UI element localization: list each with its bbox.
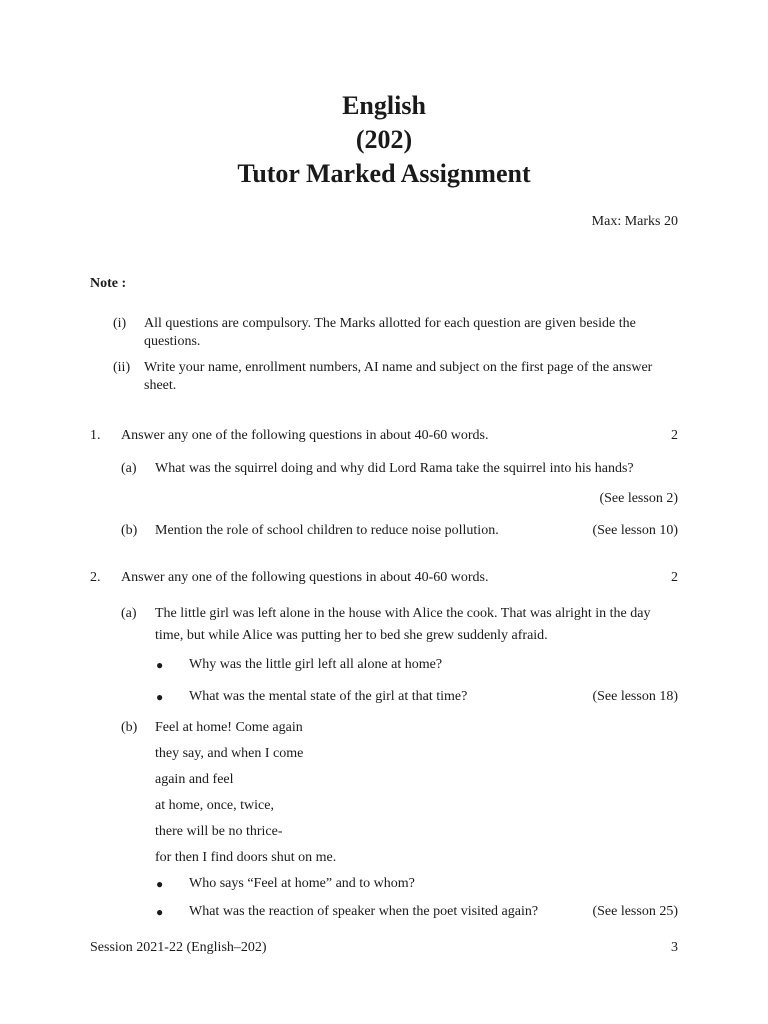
- option-label: (a): [121, 461, 137, 476]
- bullet-icon: ●: [156, 877, 164, 891]
- poem-line: there will be no thrice-: [155, 824, 283, 839]
- lesson-reference: (See lesson 25): [592, 904, 678, 919]
- lesson-reference: (See lesson 2): [599, 491, 678, 506]
- bullet-icon: ●: [156, 658, 164, 672]
- question-number: 2.: [90, 570, 101, 585]
- note-item-text-cont: questions.: [144, 334, 201, 349]
- poem-line: Feel at home! Come again: [155, 720, 303, 735]
- footer-session: Session 2021-22 (English–202): [90, 940, 267, 955]
- bullet-icon: ●: [156, 905, 164, 919]
- page-number: 3: [671, 940, 678, 955]
- subject-code: (202): [355, 125, 413, 154]
- question-marks: 2: [671, 570, 678, 585]
- poem-line: for then I find doors shut on me.: [155, 850, 337, 865]
- option-label: (b): [121, 523, 138, 538]
- bullet-text: Who says “Feel at home” and to whom?: [189, 876, 415, 891]
- note-item-text: All questions are compulsory. The Marks allotted for each question are given beside the: [144, 316, 636, 331]
- document-title: Tutor Marked Assignment: [237, 159, 531, 188]
- note-label: Note :: [90, 276, 127, 291]
- question-text: Answer any one of the following questions in about 40-60 words.: [121, 428, 489, 443]
- poem-line: they say, and when I come: [155, 746, 304, 761]
- option-text: What was the squirrel doing and why did Lord Rama take the squirrel into his hands?: [155, 461, 634, 476]
- subject-title: English: [342, 91, 426, 120]
- note-item-text: Write your name, enrollment numbers, AI name and subject on the first page of the answer: [144, 360, 653, 375]
- option-label: (a): [121, 606, 137, 621]
- question-text: Answer any one of the following questions in about 40-60 words.: [121, 570, 489, 585]
- note-item-text-cont: sheet.: [144, 378, 177, 393]
- bullet-text: What was the reaction of speaker when the poet visited again?: [189, 904, 539, 919]
- note-item-number: (i): [113, 316, 127, 331]
- question-marks: 2: [671, 428, 678, 443]
- bullet-text: Why was the little girl left all alone at home?: [189, 657, 443, 672]
- option-text: The little girl was left alone in the house with Alice the cook. That was alright in the day: [155, 606, 651, 621]
- lesson-reference: (See lesson 10): [592, 523, 678, 538]
- option-text: Mention the role of school children to reduce noise pollution.: [155, 523, 499, 538]
- question-number: 1.: [90, 428, 101, 443]
- max-marks: Max: Marks 20: [591, 214, 678, 229]
- poem-line: again and feel: [155, 772, 234, 787]
- option-text-cont: time, but while Alice was putting her to bed she grew suddenly afraid.: [155, 628, 548, 643]
- bullet-text: What was the mental state of the girl at that time?: [189, 689, 468, 704]
- note-item-number: (ii): [113, 360, 131, 375]
- lesson-reference: (See lesson 18): [592, 689, 678, 704]
- bullet-icon: ●: [156, 690, 164, 704]
- option-label: (b): [121, 720, 138, 735]
- poem-line: at home, once, twice,: [155, 798, 274, 813]
